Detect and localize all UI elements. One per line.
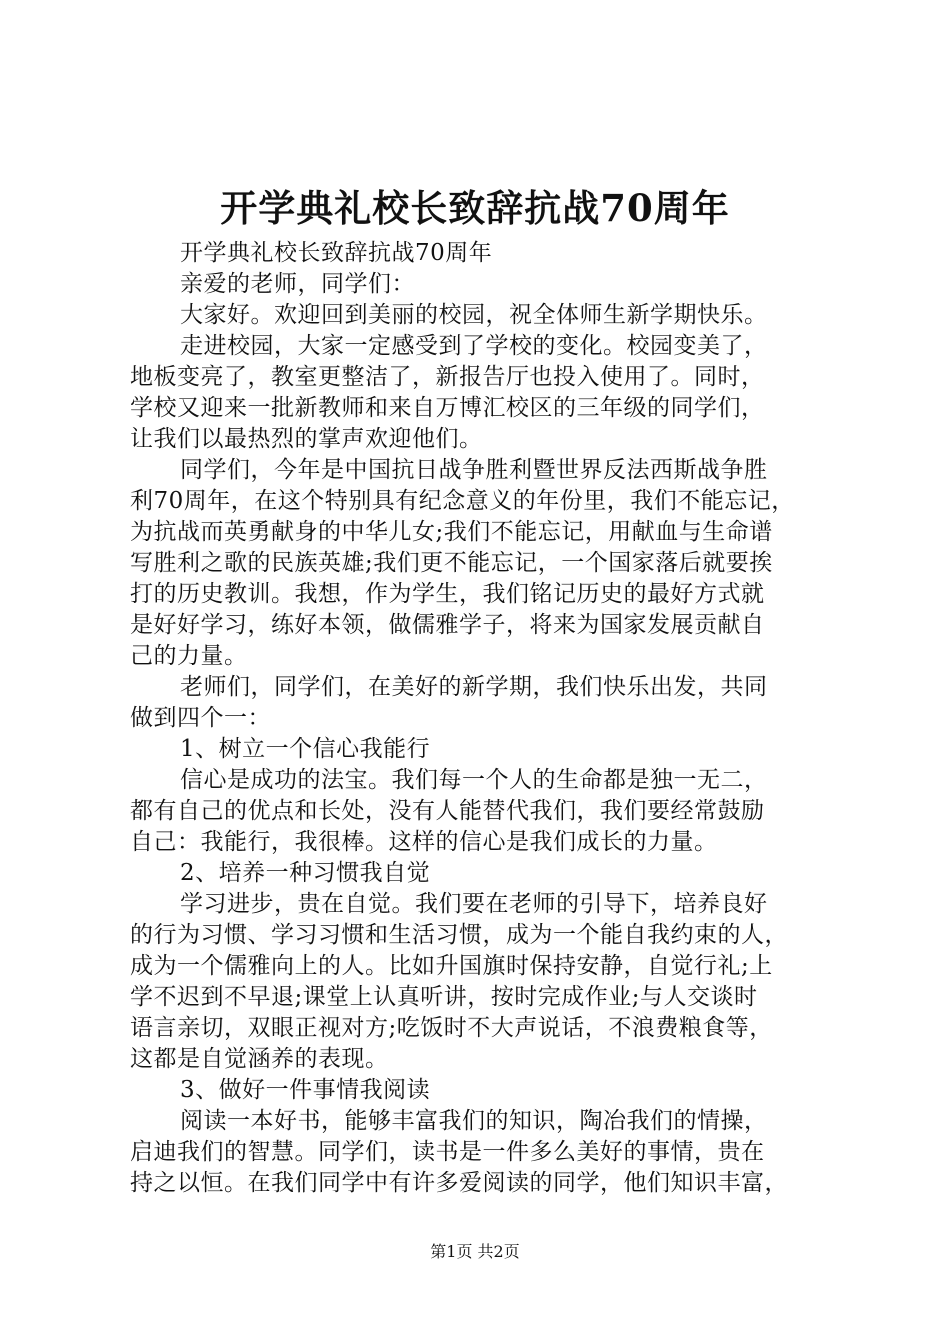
text-line: 都有自己的优点和长处，没有人能替代我们，我们要经常鼓励 — [130, 798, 765, 824]
page-footer: 第1页 共2页 — [430, 1242, 520, 1261]
text-line: 大家好。欢迎回到美丽的校园，祝全体师生新学期快乐。 — [180, 302, 768, 328]
text-line: 学不迟到不早退;课堂上认真听讲，按时完成作业;与人交谈时 — [130, 984, 758, 1010]
text-line: 走进校园，大家一定感受到了学校的变化。校园变美了， — [180, 333, 768, 359]
text-line: 3、做好一件事情我阅读 — [180, 1077, 431, 1103]
text-line: 老师们，同学们，在美好的新学期，我们快乐出发，共同 — [180, 674, 768, 700]
text-line: 是好好学习，练好本领，做儒雅学子，将来为国家发展贡献自 — [130, 612, 765, 638]
text-line: 成为一个儒雅向上的人。比如升国旗时保持安静，自觉行礼;上 — [130, 953, 773, 979]
text-line: 自己：我能行，我很棒。这样的信心是我们成长的力量。 — [130, 829, 718, 855]
text-line: 信心是成功的法宝。我们每一个人的生命都是独一无二， — [180, 767, 768, 793]
page-title: 开学典礼校长致辞抗战70周年 — [220, 186, 730, 230]
text-line: 2、培养一种习惯我自觉 — [180, 860, 431, 886]
text-line: 写胜利之歌的民族英雄;我们更不能忘记，一个国家落后就要挨 — [130, 550, 773, 576]
text-line: 开学典礼校长致辞抗战70周年 — [180, 240, 493, 266]
text-line: 持之以恒。在我们同学中有许多爱阅读的同学，他们知识丰富， — [130, 1170, 788, 1196]
text-line: 学校又迎来一批新教师和来自万博汇校区的三年级的同学们， — [130, 395, 765, 421]
text-line: 亲爱的老师，同学们： — [180, 271, 415, 297]
text-line: 利70周年，在这个特别具有纪念意义的年份里，我们不能忘记， — [130, 488, 795, 514]
text-line: 同学们，今年是中国抗日战争胜利暨世界反法西斯战争胜 — [180, 457, 768, 483]
text-line: 做到四个一： — [130, 705, 271, 731]
text-line: 己的力量。 — [130, 643, 248, 669]
text-line: 的行为习惯、学习习惯和生活习惯，成为一个能自我约束的人， — [130, 922, 788, 948]
text-line: 学习进步，贵在自觉。我们要在老师的引导下，培养良好 — [180, 891, 768, 917]
text-line: 启迪我们的智慧。同学们，读书是一件多么美好的事情，贵在 — [130, 1139, 765, 1165]
text-line: 这都是自觉涵养的表现。 — [130, 1046, 389, 1072]
text-line: 地板变亮了，教室更整洁了，新报告厅也投入使用了。同时， — [130, 364, 765, 390]
text-line: 1、树立一个信心我能行 — [180, 736, 431, 762]
text-line: 语言亲切，双眼正视对方;吃饭时不大声说话，不浪费粮食等， — [130, 1015, 773, 1041]
text-line: 为抗战而英勇献身的中华儿女;我们不能忘记，用献血与生命谱 — [130, 519, 773, 545]
text-line: 打的历史教训。我想，作为学生，我们铭记历史的最好方式就 — [130, 581, 765, 607]
text-line: 让我们以最热烈的掌声欢迎他们。 — [130, 426, 483, 452]
document-body — [130, 238, 830, 1199]
text-line: 阅读一本好书，能够丰富我们的知识，陶冶我们的情操， — [180, 1108, 768, 1134]
